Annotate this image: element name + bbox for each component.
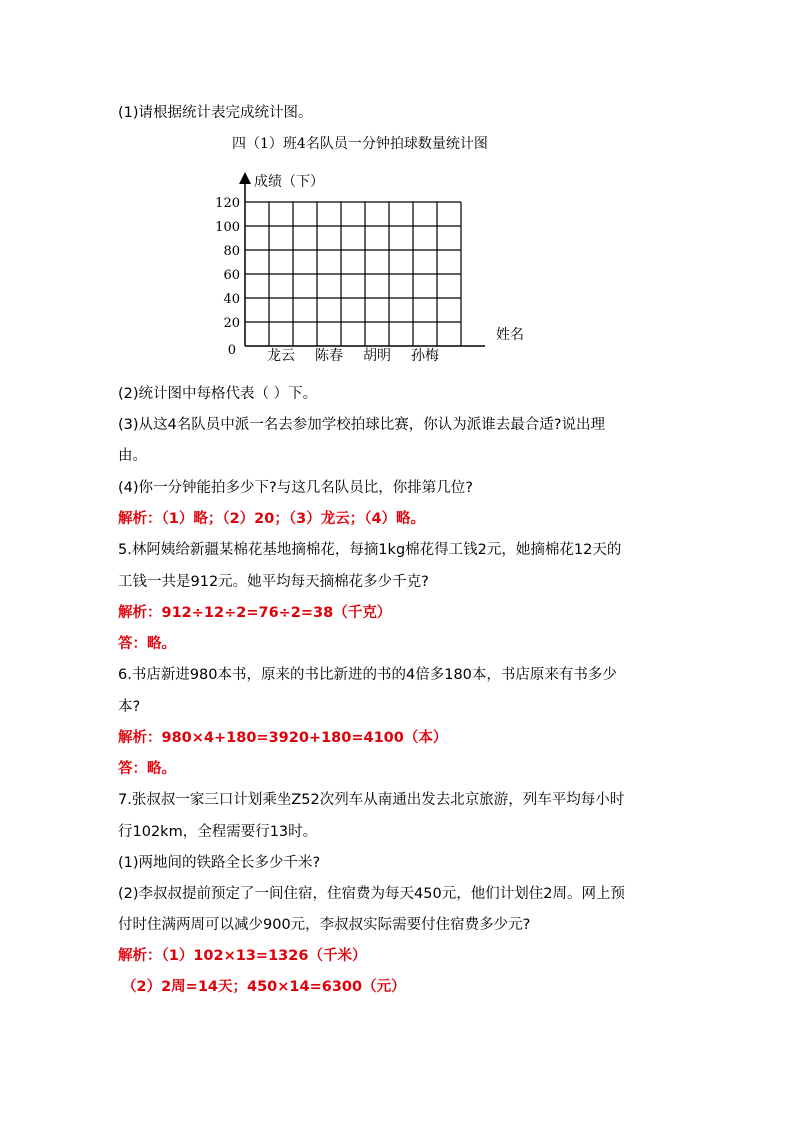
chart-title: 四（1）班4名队员一分钟拍球数量统计图 <box>232 136 488 152</box>
q5-answer: 解析：912÷12÷2=76÷2=38（千克） <box>118 605 392 621</box>
bar-chart <box>210 128 540 368</box>
q4-sub3-line1: (3)从这4名队员中派一名去参加学校拍球比赛，你认为派谁去最合适?说出理 <box>118 417 605 433</box>
q7-answer2: （2）2周=14天；450×14=6300（元） <box>122 979 406 995</box>
q4-sub4: (4)你一分钟能拍多少下?与这几名队员比，你排第几位? <box>118 480 473 496</box>
q7-sub2-line2: 付时住满两周可以减少900元，李叔叔实际需要付住宿费多少元? <box>118 917 531 933</box>
q6-answer: 解析：980×4+180=3920+180=4100（本） <box>118 730 448 746</box>
q7-line1: 7.张叔叔一家三口计划乘坐Z52次列车从南通出发去北京旅游，列车平均每小时 <box>118 792 625 808</box>
q4-answer: 解析：（1）略；（2）20；（3）龙云；（4）略。 <box>118 511 426 527</box>
q4-sub2: (2)统计图中每格代表（ ）下。 <box>118 386 318 402</box>
x-tick-label: 陈春 <box>315 348 343 364</box>
q5-line1: 5.林阿姨给新疆某棉花基地摘棉花，每摘1kg棉花得工钱2元，她摘棉花12天的 <box>118 542 622 558</box>
x-tick-label: 胡明 <box>363 348 391 364</box>
chart-y-axis-label: 成绩（下） <box>254 174 324 190</box>
q7-sub1: (1)两地间的铁路全长多少千米? <box>118 855 321 871</box>
y-tick-label: 60 <box>223 268 240 283</box>
q7-answer1: 解析：（1）102×13=1326（千米） <box>118 948 367 964</box>
q6-reply: 答：略。 <box>118 761 176 777</box>
q6-line1: 6.书店新进980本书，原来的书比新进的书的4倍多180本，书店原来有书多少 <box>118 667 617 683</box>
chart-y-ticks <box>215 196 240 358</box>
q5-line2: 工钱一共是912元。她平均每天摘棉花多少千克? <box>118 574 429 590</box>
q6-line2: 本? <box>118 699 141 715</box>
chart-grid <box>245 202 461 346</box>
y-tick-label: 20 <box>223 316 240 331</box>
y-tick-label: 40 <box>223 292 240 307</box>
chart-x-ticks <box>267 347 439 364</box>
y-tick-label: 0 <box>227 343 236 358</box>
q4-sub1: (1)请根据统计表完成统计图。 <box>118 105 313 121</box>
chart-x-axis-label: 姓名 <box>496 327 524 343</box>
q4-sub3-line2: 由。 <box>118 448 147 464</box>
y-tick-label: 100 <box>215 220 240 235</box>
y-tick-label: 120 <box>215 196 240 211</box>
x-tick-label: 孙梅 <box>411 348 439 364</box>
q7-sub2-line1: (2)李叔叔提前预定了一间住宿，住宿费为每天450元，他们计划住2周。网上预 <box>118 886 625 902</box>
q7-line2: 行102km，全程需要行13时。 <box>118 824 318 840</box>
y-tick-label: 80 <box>223 244 240 259</box>
x-tick-label: 龙云 <box>267 348 295 364</box>
q5-reply: 答：略。 <box>118 636 176 652</box>
